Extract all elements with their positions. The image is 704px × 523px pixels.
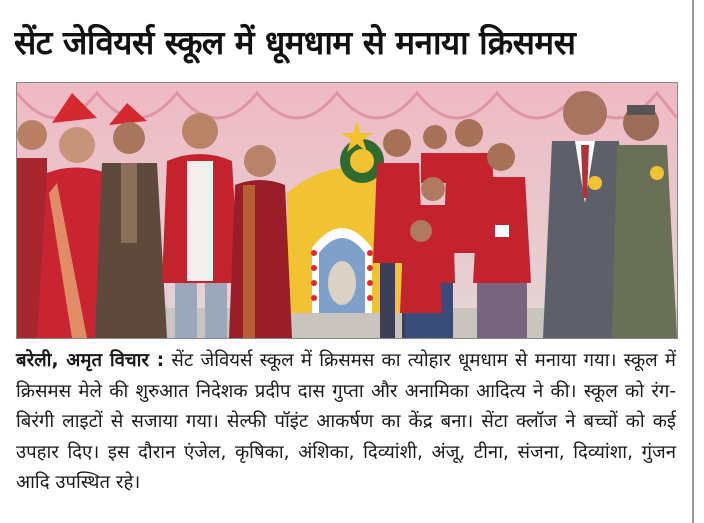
article-body (16, 346, 676, 499)
column-rule (692, 0, 694, 523)
christmas-celebration-photo (17, 83, 677, 338)
dateline: बरेली, अमृत विचार : (16, 350, 165, 371)
article-body-text: सेंट जेवियर्स स्कूल में क्रिसमस का त्योहार धूमधाम से मनाया गया। स्कूल में क्रिसमस मेले की शुरुआत निदेशक प्रदीप दास गुप्ता और अनामिका आदित्य ने की। स्कूल को रंग-बिरंगी लाइटों से सजाया गया। सेल्फी पॉइंट आकर्षण का केंद्र बना। सेंटा क्लॉज ने बच्चों को कई उपहार दिए। इस दौरान एंजेल, कृषिका, अंशिका, दिव्यांशी, अंजू, टीना, संजना, दिव्यांशा, गुंजन आदि उपस्थित रहे। (16, 350, 676, 493)
headline: सेंट जेवियर्स स्कूल में धूमधाम से मनाया क्रिसमस (14, 23, 576, 62)
news-photo (16, 82, 678, 339)
